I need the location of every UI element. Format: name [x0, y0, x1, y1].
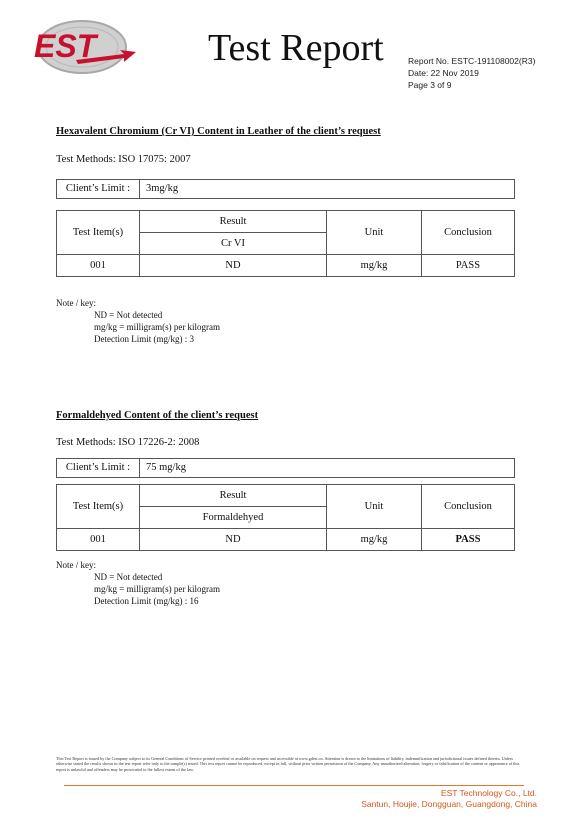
result-table — [56, 210, 515, 277]
report-number: Report No. ESTC-191108002(R3) — [408, 56, 536, 66]
section-title: Formaldehyed Content of the client’s request — [56, 410, 259, 421]
test-method: Test Methods: ISO 17075: 2007 — [56, 154, 191, 165]
result-table — [56, 484, 515, 551]
note-line: ND = Not detected — [94, 310, 163, 320]
client-limit-value: 3mg/kg — [146, 183, 179, 194]
note-line: mg/kg = milligram(s) per kilogram — [94, 584, 221, 594]
col-header-analyte: Cr VI — [140, 233, 327, 255]
disclaimer-text: This Test Report is issued by the Company subject to its General Conditions of Service printed overleaf or available on request and accessible at www.gdest.cn. Attention is drawn to the limitations of liability, indemnification and jurisdictional issues defined therein. Unless otherwise stated the results shown in the test report refer only to the sample(s) tested. This test report cannot be reproduced, except in full, without prior written permission of the Company. Any unauthorized alteration, forgery or falsification of the content or appearance of this report is unlawful and offenders may be prosecuted to the fullest extent of the law. — [56, 756, 520, 772]
client-limit-box — [56, 179, 515, 199]
col-header-result: Result — [140, 485, 327, 507]
client-limit-box — [56, 458, 515, 478]
note-block — [56, 297, 220, 345]
cell-result: ND — [140, 255, 327, 277]
cell-item: 001 — [57, 529, 140, 551]
note-block — [56, 559, 220, 607]
page-number: Page 3 of 9 — [408, 80, 452, 90]
col-header-item: Test Item(s) — [57, 485, 140, 529]
col-header-conclusion: Conclusion — [422, 211, 515, 255]
note-heading: Note / key: — [56, 560, 96, 570]
test-method: Test Methods: ISO 17226-2: 2008 — [56, 437, 200, 448]
report-date: Date: 22 Nov 2019 — [408, 68, 479, 78]
note-line: ND = Not detected — [94, 572, 163, 582]
col-header-analyte: Formaldehyed — [140, 507, 327, 529]
footer-divider — [64, 785, 524, 786]
note-heading: Note / key: — [56, 298, 96, 308]
table-row — [57, 529, 515, 551]
client-limit-value: 75 mg/kg — [146, 462, 186, 473]
svg-text:EST: EST — [34, 28, 97, 64]
cell-conclusion: PASS — [422, 529, 515, 551]
cell-unit: mg/kg — [327, 529, 422, 551]
footer-address: Santun, Houjie, Dongguan, Guangdong, China — [361, 798, 537, 809]
est-logo — [28, 14, 140, 76]
col-header-conclusion: Conclusion — [422, 485, 515, 529]
note-line: mg/kg = milligram(s) per kilogram — [94, 322, 221, 332]
section-title: Hexavalent Chromium (Cr VI) Content in Leather of the client’s request — [56, 126, 381, 137]
page-title: Test Report — [208, 27, 384, 69]
col-header-result: Result — [140, 211, 327, 233]
footer-company: EST Technology Co., Ltd. — [440, 788, 537, 798]
client-limit-label: Client’s Limit : — [57, 180, 140, 198]
note-line: Detection Limit (mg/kg) : 3 — [94, 334, 194, 344]
cell-result: ND — [140, 529, 327, 551]
col-header-unit: Unit — [327, 211, 422, 255]
client-limit-label: Client’s Limit : — [57, 459, 140, 477]
col-header-item: Test Item(s) — [57, 211, 140, 255]
report-meta — [408, 55, 535, 91]
footer — [361, 788, 537, 809]
col-header-unit: Unit — [327, 485, 422, 529]
table-row — [57, 255, 515, 277]
cell-conclusion: PASS — [422, 255, 515, 277]
note-line: Detection Limit (mg/kg) : 16 — [94, 596, 199, 606]
cell-unit: mg/kg — [327, 255, 422, 277]
cell-item: 001 — [57, 255, 140, 277]
